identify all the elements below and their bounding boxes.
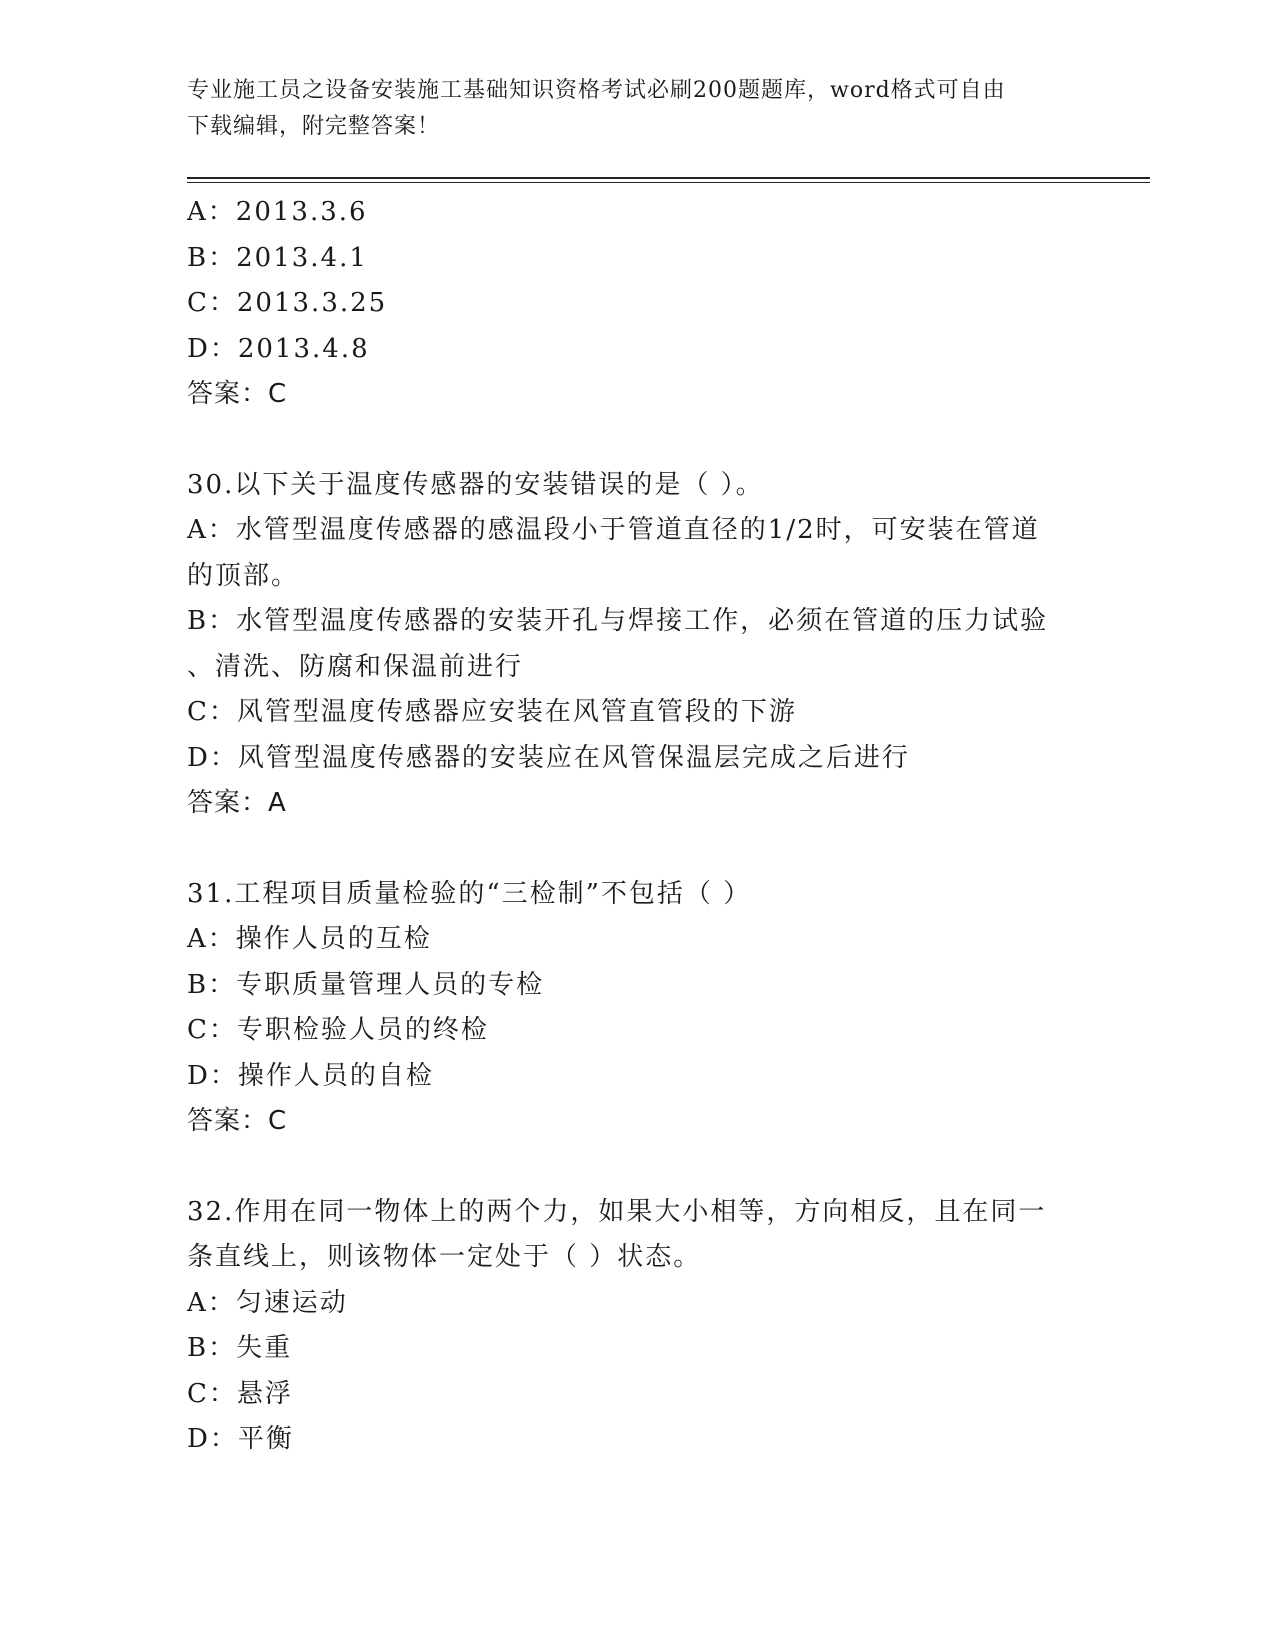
option-d: D：风管型温度传感器的安装应在风管保温层完成之后进行 xyxy=(187,742,910,773)
spacer xyxy=(187,1145,1067,1190)
question-stem-line-1: 32.作用在同一物体上的两个力，如果大小相等，方向相反，且在同一 xyxy=(187,1196,1047,1227)
question-31 xyxy=(187,872,1067,1145)
option-b-line-2: 、清洗、防腐和保温前进行 xyxy=(187,651,524,682)
option-a-line-2: 的顶部。 xyxy=(187,560,300,591)
option-a: A：匀速运动 xyxy=(187,1287,348,1318)
option-c: C：2013.3.25 xyxy=(187,288,388,318)
answer-text: 答案：A xyxy=(187,788,287,818)
spacer xyxy=(187,418,1067,463)
question-32 xyxy=(187,1190,1067,1463)
spacer xyxy=(187,827,1067,872)
option-c: C：悬浮 xyxy=(187,1378,293,1409)
option-c: C：风管型温度传感器应安装在风管直管段的下游 xyxy=(187,697,797,727)
header-title-line-2: 下载编辑，附完整答案！ xyxy=(187,114,441,139)
option-d: D：2013.4.8 xyxy=(187,333,370,364)
question-30 xyxy=(187,463,1067,827)
option-a: A：2013.3.6 xyxy=(187,197,368,227)
answer-text: 答案：C xyxy=(187,379,288,409)
document-header xyxy=(187,73,1067,145)
option-b-line-1: B：水管型温度传感器的安装开孔与焊接工作，必须在管道的压力试验 xyxy=(187,606,1049,636)
option-d: D：平衡 xyxy=(187,1424,294,1454)
header-divider-thin xyxy=(187,182,1150,183)
question-stem: 31.工程项目质量检验的“三检制”不包括（ ） xyxy=(187,878,752,909)
question-stem: 30.以下关于温度传感器的安装错误的是（ ）。 xyxy=(187,469,764,500)
option-c: C：专职检验人员的终检 xyxy=(187,1015,489,1045)
header-divider-thick xyxy=(187,177,1150,179)
question-29 xyxy=(187,190,1067,418)
question-list xyxy=(187,190,1067,1463)
option-a: A：操作人员的互检 xyxy=(187,924,432,954)
option-a-line-1: A：水管型温度传感器的感温段小于管道直径的1/2时，可安装在管道 xyxy=(187,515,1040,545)
option-b: B：专职质量管理人员的专检 xyxy=(187,969,545,1000)
answer-text: 答案：C xyxy=(187,1106,288,1136)
header-title-line-1: 专业施工员之设备安装施工基础知识资格考试必刷200题题库，word格式可自由 xyxy=(187,78,1006,103)
question-stem-line-2: 条直线上，则该物体一定处于（ ）状态。 xyxy=(187,1242,702,1272)
option-b: B：失重 xyxy=(187,1333,293,1363)
option-b: B：2013.4.1 xyxy=(187,242,368,273)
option-d: D：操作人员的自检 xyxy=(187,1060,434,1091)
